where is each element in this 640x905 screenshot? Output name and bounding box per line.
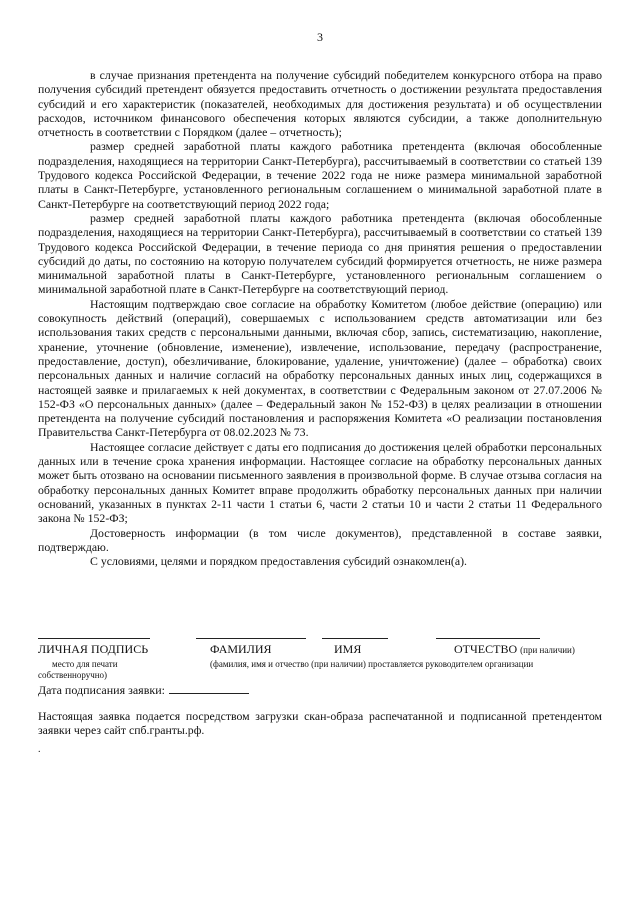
paragraph-consent: Настоящим подтверждаю свое согласие на обработку Комитетом (любое действие (операцию) или совокупность действий (операций), совершаемых с использованием средств автоматизации или без использования таких средств с персональными данными, включая сбор, запись, систематизацию, накопление, хранение, уточнение (обновление, изменение), извлечение, использование, передачу (распространение, предоставление, доступ), обезличивание, блокирование, удаление, уничтожение) (далее – обработка) своих персональных данных и наличие согласий на обработку персональных данных иных лиц, содержащихся в настоящей заявке и прилагаемых к ней документах, в соответствии с Федеральным законом от 27.07.2006 № 152-ФЗ «О персональных данных» (далее – Федеральный закон № 152-ФЗ) в целях реализации в отношении претендента на получение субсидий постановления и распоряжения Комитета «О реализации постановления Правительства Санкт-Петербурга от 08.02.2023 № 73. [38, 296, 602, 440]
patronymic-label [454, 642, 575, 657]
signature-line [38, 638, 150, 639]
signing-date-blank [169, 683, 249, 694]
paragraph-consent-validity: Настоящее согласие действует с даты его подписания до достижения целей обработки персональных данных или в течение срока хранения информации. Настоящее согласие на обработку персональных данных может быть отозвано на основании письменного заявления в произвольной форме. В случае отзыва согласия на обработку персональных данных Комитет вправе продолжить обработку персональных данных при наличии оснований, указанных в пунктах 2-11 части 1 статьи 6, части 2 статьи 10 и части 2 статьи 11 Федерального закона № 152-ФЗ; [38, 439, 602, 526]
trailing-mark: . [38, 744, 41, 755]
handwritten-note: собственноручно) [38, 670, 108, 680]
patronymic-line [436, 638, 540, 639]
personal-signature-label: ЛИЧНАЯ ПОДПИСЬ [38, 642, 149, 656]
patronymic-note: (при наличии) [520, 645, 575, 655]
paragraph-reporting-obligation: в случае признания претендента на получение субсидий победителем конкурсного отбора на право получения субсидий претендент обязуется предоставить отчетность о достижении результата предоставления субсидий и его характеристик (показателей, необходимых для достижения результата) и об осуществлении расходов, источником финансового обеспечения которых являются субсидии, а также дополнительную отчетность в соответствии с Порядком (далее – отчетность); [38, 68, 602, 140]
surname-line [196, 638, 306, 639]
paragraph-acknowledgement: С условиями, целями и порядком предоставления субсидий ознакомлен(а). [90, 554, 467, 569]
stamp-note: место для печати [52, 659, 118, 669]
name-line [322, 638, 388, 639]
patronymic-label-text: ОТЧЕСТВО [454, 642, 518, 656]
paragraph-salary-period: размер средней заработной платы каждого работника претендента (включая обособленные подразделения, находящиеся на территории Санкт-Петербурга), рассчитываемый в соответствии со статьей 139 Трудового кодекса Российской Федерации, в течение периода со дня принятия решения о предоставлении субсидий до даты, по состоянию на которую получателем субсидий формируется отчетность, не ниже размера минимальной заработной платы в Санкт-Петербурге, установленного региональным соглашением о минимальной заработной плате в Санкт-Петербурге на соответствующий период. [38, 210, 602, 297]
signing-date-row [38, 683, 249, 698]
signing-date-label: Дата подписания заявки: [38, 683, 165, 697]
submission-note: Настоящая заявка подается посредством загрузки скан-образа распечатанной и подписанной претендентом заявки через сайт спб.гранты.рф. [38, 709, 602, 738]
fio-note: (фамилия, имя и отчество (при наличии) проставляется руководителем организации [210, 659, 534, 669]
page-number: 3 [317, 30, 323, 44]
name-label: ИМЯ [334, 642, 362, 656]
paragraph-salary-2022: размер средней заработной платы каждого работника претендента (включая обособленные подразделения, находящиеся на территории Санкт-Петербурга), рассчитываемый в соответствии со статьей 139 Трудового кодекса Российской Федерации, в течение 2022 года не ниже размера минимальной заработной платы в Санкт-Петербурге, установленного региональным соглашением о минимальной заработной плате в Санкт-Петербурге на соответствующий период 2022 года; [38, 139, 602, 211]
paragraph-accuracy: Достоверность информации (в том числе документов), представленной в составе заявки, подтверждаю. [38, 525, 602, 554]
surname-label: ФАМИЛИЯ [210, 642, 272, 656]
document-body [38, 68, 602, 568]
